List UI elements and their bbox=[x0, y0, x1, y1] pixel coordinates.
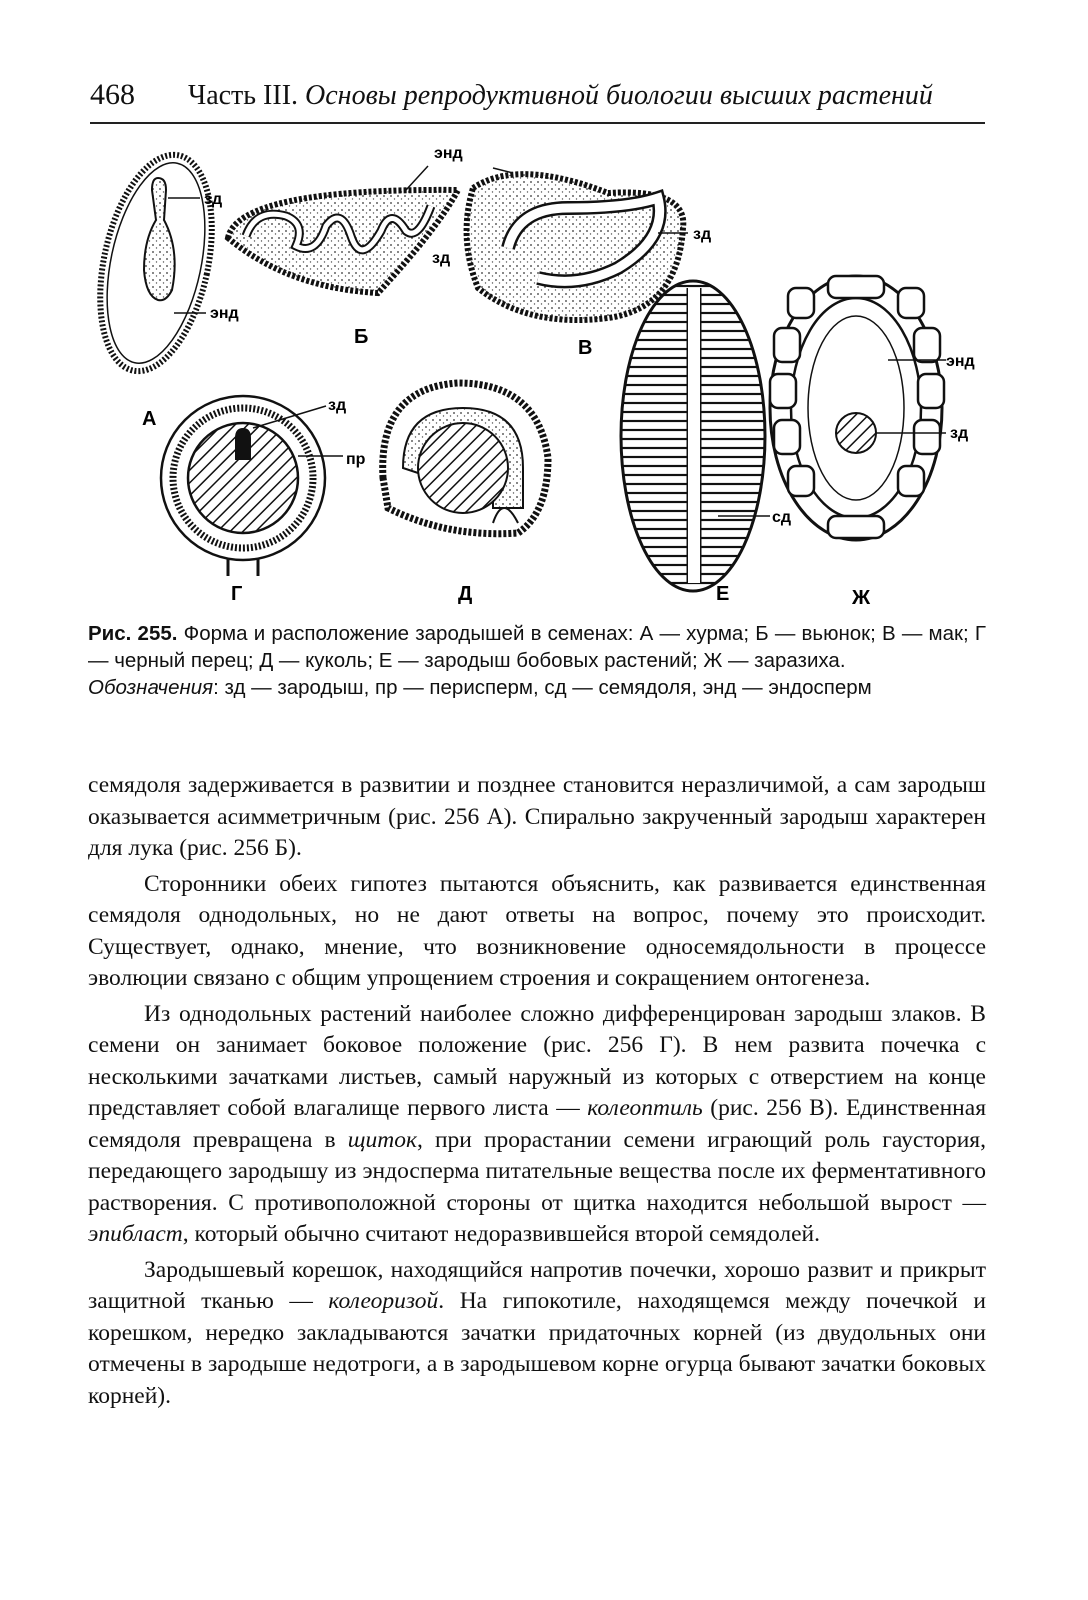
label-zd-b: зд bbox=[432, 250, 451, 267]
seed-zh bbox=[770, 276, 946, 540]
seed-e bbox=[621, 281, 770, 591]
label-zd-a: зд bbox=[204, 191, 223, 208]
legend-text: : зд — зародыш, пр — перисперм, сд — семядоля, энд — эндосперм bbox=[213, 676, 872, 699]
letter-zh: Ж bbox=[852, 587, 871, 609]
letter-a: А bbox=[142, 408, 157, 430]
running-header bbox=[90, 78, 985, 124]
caption-text: Форма и расположение зародышей в семенах: А — хурма; Б — вьюнок; В — мак; Г — черный перец; Д — куколь; Е — зародыш бобовых растений; Ж — заразиха. bbox=[88, 622, 986, 672]
term-epiblast: эпибласт bbox=[88, 1221, 183, 1247]
term-coleorhiza: колеоризой bbox=[328, 1288, 439, 1314]
label-end-zh: энд bbox=[946, 353, 975, 370]
paragraph-2: Сторонники обеих гипотез пытаются объяснить, как развивается единственная семядоля однодольных, но не дают ответы на вопрос, почему это происходит. Существует, однако, мнение, что возникновение односемядольности в процессе эволюции связано с общим упрощением строения и сокращением онтогенеза. bbox=[88, 870, 986, 991]
p4-text-b: . На гипокотиле, находящемся между почечкой и корешком, нередко закладываются зачатки придаточных корней (из двудольных они отмечены в зародыше недотроги, а в зародышевом корне огурца бывают зачатки боковых корней). bbox=[88, 1288, 986, 1409]
letter-v: В bbox=[578, 337, 593, 359]
caption-fig-number: Рис. 255. bbox=[88, 622, 178, 645]
seed-v bbox=[467, 168, 688, 320]
p4-text-a: Зародышевый корешок, находящийся напротив почечки, хорошо развит и прикрыт защитной тканью — bbox=[88, 1256, 986, 1314]
label-zd-zh: зд bbox=[950, 425, 969, 442]
p3-text-d: , который обычно считают недоразвившейся второй семядолей. bbox=[182, 1221, 821, 1247]
seed-d bbox=[383, 383, 548, 534]
seed-illustrations bbox=[88, 138, 988, 613]
page-number: 468 bbox=[90, 78, 135, 111]
caption-main bbox=[88, 620, 986, 674]
letter-d: Д bbox=[458, 583, 473, 605]
caption-legend bbox=[88, 674, 986, 701]
seed-b bbox=[228, 166, 458, 293]
letter-b: Б bbox=[354, 326, 369, 348]
label-sd: сд bbox=[772, 509, 792, 526]
p3-text-b: (рис. 256 В). Единственная семядоля превращена в bbox=[88, 1095, 986, 1153]
p3-text-c: , при прорастании семени играющий роль гаустория, передающего зародышу из эндосперма питательные вещества после их ферментативного растворения. С противоположной стороны от щитка находится небольшой вырост — bbox=[88, 1126, 986, 1216]
paragraph-3 bbox=[88, 999, 986, 1251]
body-text bbox=[88, 770, 986, 1412]
term-scutellum: щиток bbox=[347, 1126, 417, 1153]
figure-caption bbox=[88, 620, 986, 701]
letter-e: Е bbox=[716, 583, 730, 605]
paragraph-1: семядоля задерживается в развитии и позднее становится неразличимой, а сам зародыш оказывается асимметричным (рис. 256 А). Спирально закрученный зародыш характерен для лука (рис. 256 Б). bbox=[88, 772, 986, 861]
seed-a bbox=[88, 145, 230, 382]
label-pr: пр bbox=[346, 451, 366, 468]
p3-text-a: Из однодольных растений наиболее сложно дифференцирован зародыш злаков. В семени он занимает боковое положение (рис. 256 Г). В нем развита почечка с несколькими зачатками листьев, самый наружный из которых с отверстием на конце представляет собой влагалище первого листа — bbox=[88, 1000, 986, 1121]
header-part-title: Основы репродуктивной биологии высших растений bbox=[305, 80, 933, 111]
label-zd-v: зд bbox=[693, 226, 712, 243]
header-part: Часть III. bbox=[188, 80, 299, 111]
paragraph-4 bbox=[88, 1255, 986, 1413]
label-end-a: энд bbox=[210, 305, 239, 322]
header-title bbox=[188, 80, 933, 112]
label-zd-g: зд bbox=[328, 397, 347, 414]
letter-g: Г bbox=[231, 583, 243, 605]
term-coleoptile: колеоптиль bbox=[587, 1095, 703, 1121]
figure-255 bbox=[88, 138, 988, 613]
label-end-b: энд bbox=[434, 145, 463, 162]
legend-title: Обозначения bbox=[88, 676, 214, 699]
seed-g bbox=[161, 396, 343, 576]
